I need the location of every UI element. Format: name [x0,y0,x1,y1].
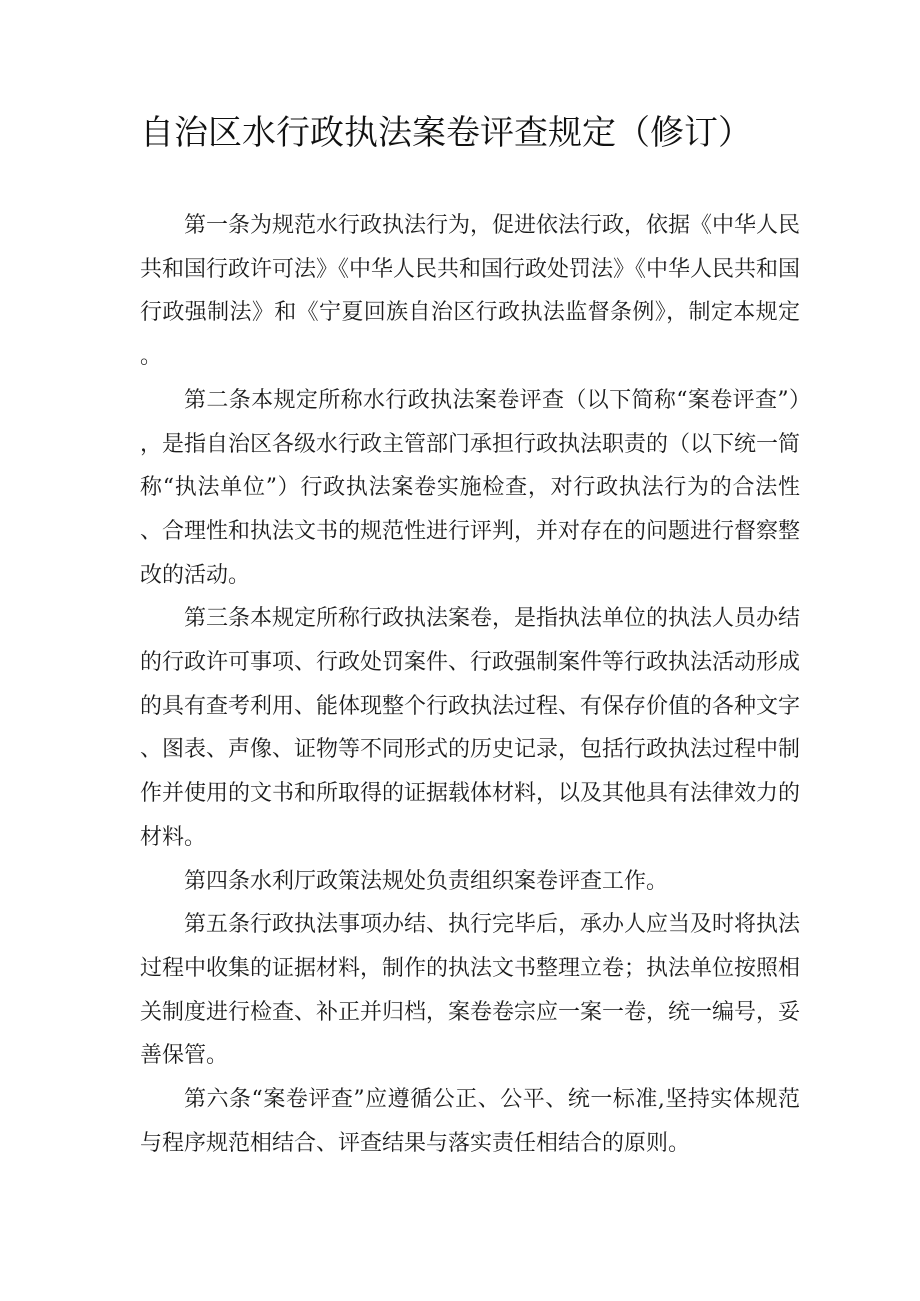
document-body [140,204,800,1165]
article-2-paragraph: 第二条本规定所称水行政执法案卷评查（以下简称“案卷评查”），是指自治区各级水行政主管部门承担行政执法职责的（以下统一简称“执法单位”）行政执法案卷实施检查，对行政执法行为的合法性、合理性和执法文书的规范性进行评判，并对存在的问题进行督察整改的活动。 [140,387,801,588]
article-5-paragraph: 第五条行政执法事项办结、执行完毕后，承办人应当及时将执法过程中收集的证据材料，制作的执法文书整理立卷；执法单位按照相关制度进行检查、补正并归档，案卷卷宗应一案一卷，统一编号，妥善保管。 [140,912,801,1069]
article-6-paragraph: 第六条“案卷评查”应遵循公正、公平、统一标准,坚持实体规范与程序规范相结合、评查结果与落实责任相结合的原则。 [140,1087,800,1156]
article-4-paragraph: 第四条水利厅政策法规处负责组织案卷评查工作。 [184,868,669,894]
article-1-paragraph: 第一条为规范水行政执法行为，促进依法行政，依据《中华人民共和国行政许可法》《中华人民共和国行政处罚法》《中华人民共和国行政强制法》和《宁夏回族自治区行政执法监督条例》，制定本规定。 [140,213,801,370]
document-title: 自治区水行政执法案卷评查规定（修订） [140,113,752,153]
article-3-paragraph: 第三条本规定所称行政执法案卷，是指执法单位的执法人员办结的行政许可事项、行政处罚案件、行政强制案件等行政执法活动形成的具有查考利用、能体现整个行政执法过程、有保存价值的各种文字、图表、声像、证物等不同形式的历史记录，包括行政执法过程中制作并使用的文书和所取得的证据载体材料，以及其他具有法律效力的材料。 [140,606,801,850]
